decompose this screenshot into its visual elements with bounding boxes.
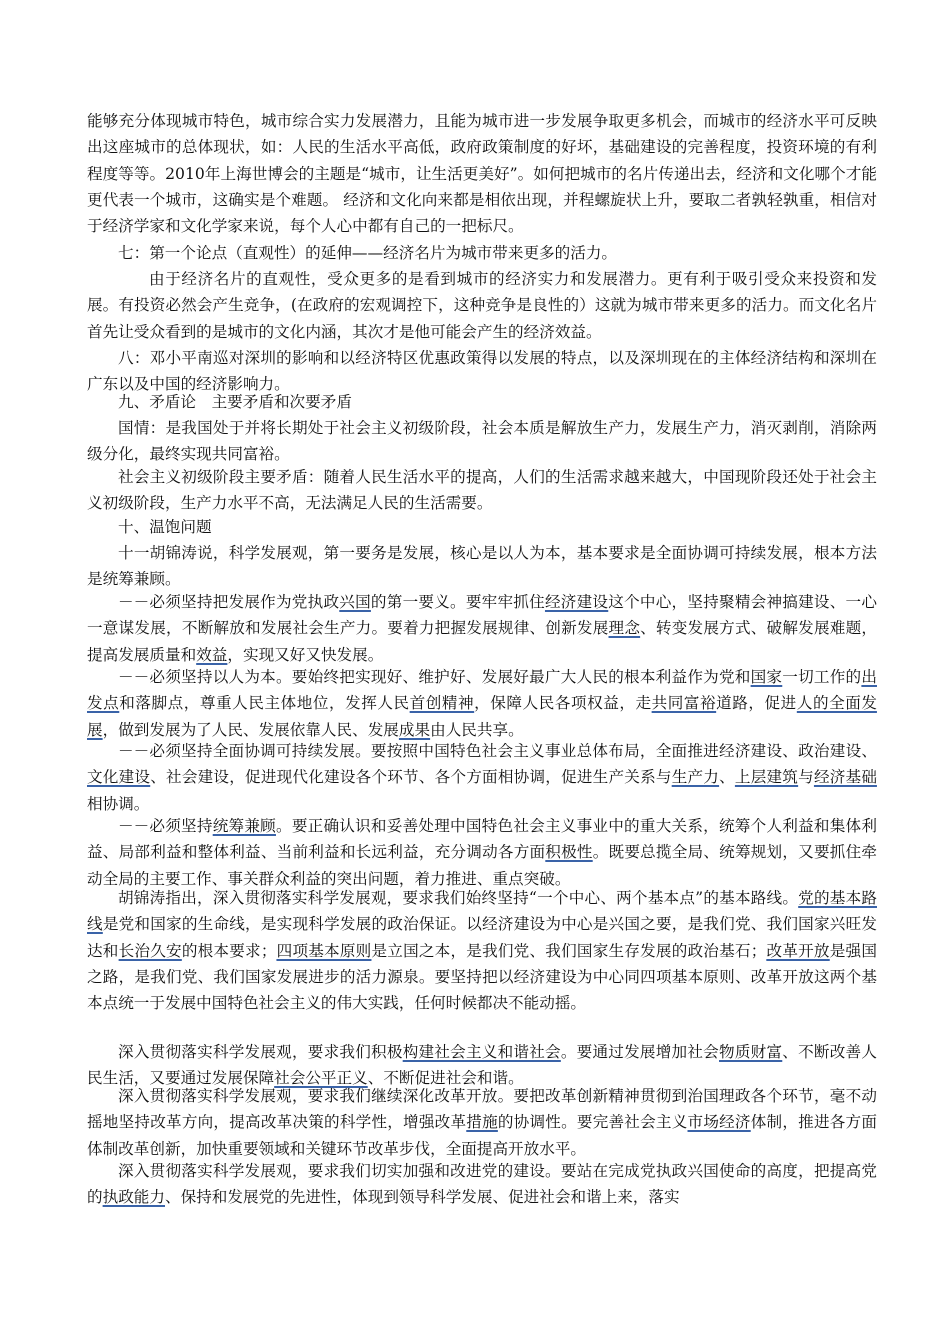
paragraph	[87, 415, 877, 468]
text-run: 九、矛盾论 主要矛盾和次要矛盾	[118, 393, 352, 411]
paragraph	[87, 885, 877, 1016]
underlined-term: 社会公平正义	[274, 1069, 368, 1088]
text-run: 、保持和发展党的先进性，体现到领导科学发展、促进社会和谐上来，落实	[165, 1188, 680, 1207]
paragraph	[87, 389, 877, 415]
text-run: ，实现又好又快发展。	[227, 645, 384, 664]
text-run: 、转变发展方式、破解发展难题，提高发展质量和	[87, 619, 877, 664]
text-run: 深入贯彻落实科学发展观，要求我们继续深化改革开放。要把改革创新精神贯彻到治国理政各个环节，毫不动摇地坚持改革方向，提高改革决策的科学性，增强改革	[87, 1087, 877, 1132]
underlined-term: 统筹兼顾	[212, 817, 276, 835]
text-run: 七：第一个论点（直观性）的延伸——经济名片为城市带来更多的活力。	[118, 244, 618, 262]
paragraph	[87, 108, 877, 239]
paragraph	[87, 1083, 877, 1162]
underlined-term: 文化建设	[87, 768, 151, 787]
text-run: －－必须坚持把发展作为党执政	[118, 593, 340, 611]
text-run: 。要通过发展增加社会	[560, 1043, 719, 1061]
text-run: 十、温饱问题	[118, 518, 212, 536]
text-run: －－必须坚持全面协调可持续发展。要按照中国特色社会主义事业总体布局，全面推进经济建设、政治建设、	[118, 742, 877, 760]
underlined-term: 兴国	[339, 593, 371, 611]
paragraph	[87, 464, 877, 517]
underlined-term: 成果	[398, 720, 431, 739]
text-run: 深入贯彻落实科学发展观，要求我们切实加强和改进党的建设。要站在完成党执政兴国使命的高度，把提高党的	[87, 1162, 877, 1207]
paragraph	[87, 266, 877, 345]
paragraph	[87, 1158, 877, 1211]
underlined-term: 人的全面发展	[87, 694, 877, 739]
underlined-term: 理念	[608, 619, 641, 638]
text-run: 深入贯彻落实科学发展观，要求我们积极	[118, 1043, 403, 1061]
text-run: 和落脚点，尊重人民主体地位，发挥人民	[119, 694, 410, 713]
text-run: 。要正确认识和妥善处理中国特色社会主义事业中的重大关系，统筹个人利益和集体利益、局部利益和整体利益、当前利益和长远利益，充分调动各方面	[87, 817, 877, 862]
text-run: 的协调性。要完善社会主义	[497, 1113, 688, 1132]
paragraph	[87, 540, 877, 593]
text-run: 与	[798, 768, 814, 787]
underlined-term: 经济建设	[544, 593, 609, 611]
text-run: 胡锦涛指出，深入贯彻落实科学发展观，要求我们始终坚持“一个中心、两个基本点”的基本路线。	[118, 889, 799, 907]
text-run: 、	[719, 768, 735, 787]
underlined-term: 市场经济	[687, 1113, 751, 1132]
text-run: ，保障人民各项权益，走	[474, 694, 652, 713]
text-run: ，做到发展为了人民、发展依靠人民、发展	[102, 720, 399, 739]
text-run: 、不断促进社会和谐。	[367, 1069, 524, 1088]
text-run: 由于经济名片的直观性，受众更多的是看到城市的经济实力和发展潜力。更有利于吸引受众来投资和发展。有投资必然会产生竞争，(在政府的宏观调控下，这种竞争是良性的）这就为城市带来更多的活力。而文化名片首先让受众看到的是城市的文化内涵，其次才是他可能会产生的经济效益。	[87, 270, 877, 341]
paragraph	[87, 514, 877, 540]
text-run: 是强国之路，是我们党、我们国家发展进步的活力源泉。要坚持把以经济建设为中心同四项基本原则、改革开放这两个基本点统一于发展中国特色社会主义的伟大实践，任何时候都决不能动摇。	[87, 941, 877, 1013]
text-run: 能够充分体现城市特色，城市综合实力发展潜力，且能为城市进一步发展争取更多机会，而城市的经济水平可反映出这座城市的总体现状，如：人民的生活水平高低，政府政策制度的好坏，基础建设的完善程度，投资环境的有利程度等等。2010年上海世博会的主题是“城市，让生活更美好”。如何把城市的名片传递出去，经济和文化哪个才能更代表一个城市，这确实是个难题。 经济和文化向来都是相依出现，并程螺旋状上升，要取二者孰轻孰重，相信对于经济学家和文化学家来说，每个人心中都有自己的一把标尺。	[87, 112, 877, 236]
underlined-term: 国家	[750, 668, 783, 686]
paragraph	[87, 589, 877, 668]
paragraph	[87, 664, 877, 743]
underlined-term: 党的基本路线	[87, 889, 877, 934]
underlined-term: 上层建筑	[734, 768, 799, 787]
text-run: 是立国之本，是我们党、我们国家生存发展的政治基石；	[371, 941, 767, 960]
underlined-term: 四项基本原则	[276, 941, 372, 960]
text-run: 、不断改善人民生活，又要通过发展保障	[87, 1043, 877, 1088]
text-run: 的第一要义。要牢牢抓住	[370, 593, 545, 611]
text-run: 的根本要求；	[181, 941, 277, 960]
paragraph	[87, 738, 877, 817]
text-run: 社会主义初级阶段主要矛盾：随着人民生活水平的提高，人们的生活需求越来越大，中国现阶段还处于社会主义初级阶段，生产力水平不高，无法满足人民的生活需要。	[87, 468, 877, 513]
text-run: 这个中心，坚持聚精会神搞建设、一心一意谋发展，不断解放和发展社会生产力。要着力把握发展规律、创新发展	[87, 593, 877, 638]
text-run: －－必须坚持	[118, 817, 213, 835]
underlined-term: 效益	[196, 645, 228, 664]
underlined-term: 物质财富	[719, 1043, 783, 1061]
text-run: 道路，促进	[716, 694, 797, 713]
text-run: －－必须坚持以人为本。要始终把实现好、维护好、发展好最广大人民的根本利益作为党和	[118, 668, 751, 686]
text-run: 相协调。	[87, 794, 150, 813]
underlined-term: 构建社会主义和谐社会	[402, 1043, 561, 1061]
text-run: 八：邓小平南巡对深圳的影响和以经济特区优惠政策得以发展的特点，以及深圳现在的主体经济结构和深圳在广东以及中国的经济影响力。	[87, 349, 877, 394]
text-run: 一切工作的	[782, 668, 862, 686]
text-run: 由人民共享。	[430, 720, 524, 739]
text-run: 是党和国家的生命线，是实现科学发展的政治保证。以经济建设为中心是兴国之要，是我们党、我们国家兴旺发达和	[87, 915, 877, 960]
paragraph	[87, 813, 877, 892]
text-run: 十一胡锦涛说，科学发展观，第一要务是发展，核心是以人为本，基本要求是全面协调可持续发展，根本方法是统筹兼顾。	[87, 544, 877, 589]
underlined-term: 首创精神	[409, 694, 475, 713]
text-run: 国情：是我国处于并将长期处于社会主义初级阶段，社会本质是解放生产力，发展生产力，消灭剥削，消除两级分化，最终实现共同富裕。	[87, 419, 877, 464]
underlined-term: 共同富裕	[651, 694, 717, 713]
underlined-term: 经济基础	[813, 768, 877, 787]
underlined-term: 措施	[466, 1113, 498, 1132]
text-run: 。既要总揽全局、统筹规划，又要抓住牵动全局的主要工作、事关群众利益的突出问题，着力推进、重点突破。	[87, 843, 877, 888]
underlined-term: 改革开放	[766, 941, 830, 960]
text-run: 、社会建设，促进现代化建设各个环节、各个方面相协调，促进生产关系与	[150, 768, 672, 787]
underlined-term: 出发点	[87, 668, 877, 713]
text-run: 体制，推进各方面体制改革创新，加快重要领域和关键环节改革步伐，全面提高开放水平。	[87, 1113, 877, 1158]
underlined-term: 长治久安	[118, 941, 182, 960]
paragraph	[87, 240, 877, 266]
underlined-term: 积极性	[545, 843, 593, 862]
underlined-term: 执政能力	[102, 1188, 165, 1207]
underlined-term: 生产力	[671, 768, 720, 787]
